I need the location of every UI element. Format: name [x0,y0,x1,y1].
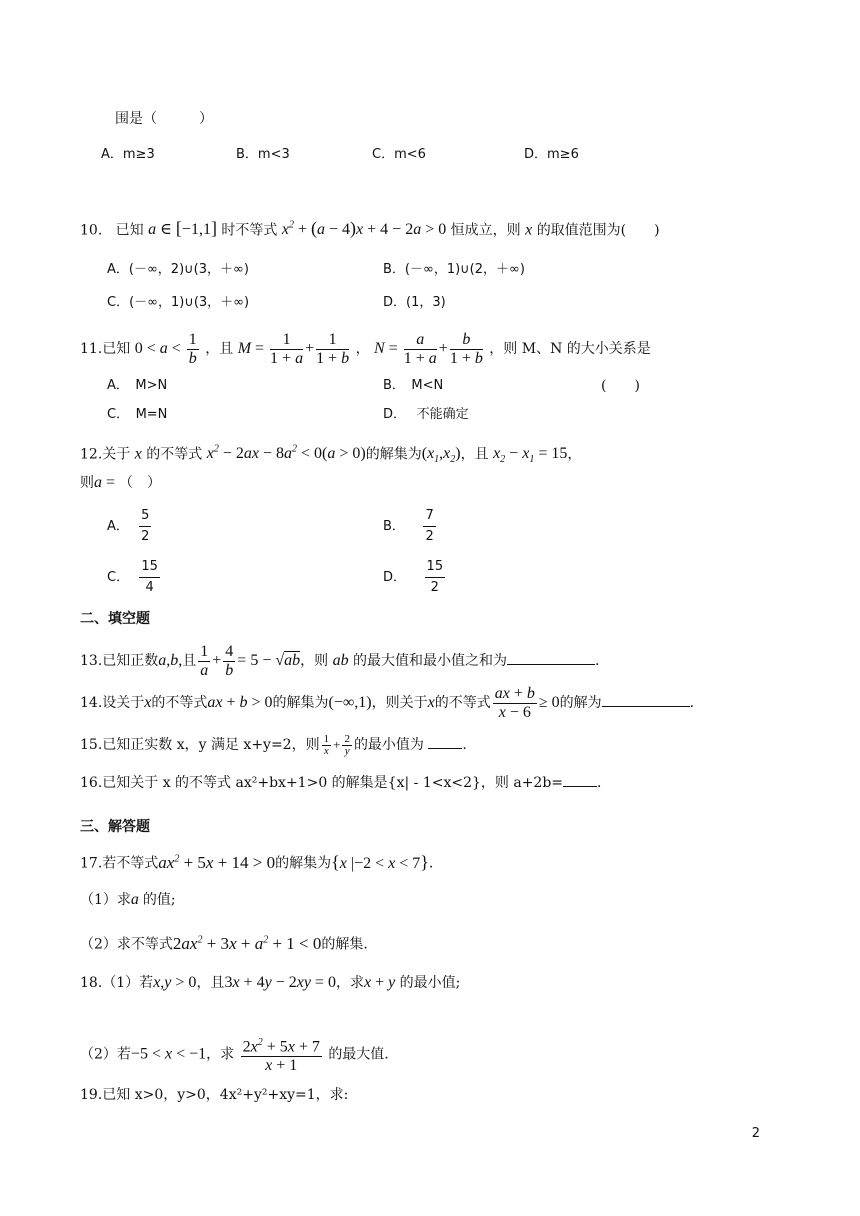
q17-formula-inequality: $ax^2 + 5x + 14 > 0$ [158,852,276,872]
q13-text-2: 且 [182,653,197,670]
q11-text-3: ， [355,341,370,358]
q12-stem: 12.关于 x 的不等式 $x^2 - 2ax - 8a^2 < 0(a > 0)$的解集为$(x_1,x_2)$，且 $x_2 - x_1 = 15$， [80,444,582,466]
q12-text-6: 则 [80,475,94,491]
section-fill-in-heading: 二、填空题 [80,611,150,627]
q13-formula: $\frac{1}{a}$ + $\frac{4}{b}$ = 5 − √ab [200,643,301,679]
q14-stem: 14.设关于x的不等式ax + b > 0的解集为(−∞,1)，则关于x的不等式 $\frac{ax + b}{x - 6}$ ≥ 0的解为 . [80,685,695,721]
q12-text-5: ， [567,446,582,463]
q12-option-b[interactable]: B． $\frac{7}{2}$ [383,508,434,544]
q15-formula: $\frac{1}{x}$ + $\frac{2}{y}$ [323,733,350,757]
q12-option-d[interactable]: D． $\frac{15}{2}$ [383,559,444,595]
q14-text-1: 设关于 [102,695,145,712]
q18-stem: 18.（1）若x,y > 0，且3x + 4y − 2xy = 0，求x + y 的最小值; [80,974,461,991]
q18-formula-fraction: $\frac{2x^2 + 5x + 7}{x + 1}$ [239,1045,324,1062]
q16-text-1: 已知关于 x 的不等式 ax²+bx+1>0 的解集是{x| - 1<x<2}，则 a+2b= [102,775,564,791]
q11-text-4: ，则 M、N 的大小关系是 [489,341,651,358]
q14-answer-blank[interactable] [602,692,690,707]
q19-stem [80,1085,348,1105]
q17-part-2: （2）求不等式$2ax^2 + 3x + a^2 + 1 < 0$的解集. [80,933,368,953]
q12-text-2: 的不等式 [146,446,203,463]
q14-text-6: 的解为 [559,695,602,712]
q13-answer-blank[interactable] [507,650,595,665]
q12-formula-interval: $(x_1,x_2)$ [421,445,461,466]
q9-option-a[interactable]: A．m≥3 [101,147,155,162]
q11-option-a[interactable]: A． M>N [107,378,168,393]
q12-text-3: 的解集为 [365,446,422,463]
q9-option-c[interactable]: C．m<6 [372,147,426,162]
q12-formula-diff: $x_2 - x_1 = 15$ [493,445,568,466]
q10-option-c[interactable]: C．(－∞，1)∪(3，＋∞) [107,295,250,310]
q19-text: 已知 x>0，y>0，4x²+y²+xy=1，求: [102,1087,349,1103]
q15-stem: 15.已知正实数 x，y 满足 x+y=2，则 $\frac{1}{x}$ + $\frac{2}{y}$ 的最小值为 . [80,733,467,757]
q13-number: 13. [80,653,103,670]
q13-text-3: ，则 [300,653,329,670]
q15-text-1: 已知正实数 x，y 满足 x+y=2，则 [102,737,320,754]
q13-text-4: 的最大值和最小值之和为 [353,653,508,670]
q10-text-1: 已知 [115,222,144,239]
q12-text-1: 关于 [102,446,131,463]
q15-answer-blank[interactable] [428,734,462,749]
q14-formula-2: $\frac{ax + b}{x - 6}$ ≥ 0 [494,685,560,721]
q9-option-b[interactable]: B．m<3 [236,147,290,162]
q10-text-2: 时不等式 [221,222,278,239]
q17-formula-2: $2ax^2 + 3x + a^2 + 1 < 0$ [172,933,322,953]
q12-text-7: （ ） [119,475,162,491]
q17-part-1: （1）求a 的值; [80,891,176,908]
q18-number: 18. [80,975,103,991]
q10-number: 10. [80,222,103,239]
q10-stem: 10. 已知 a ∈ [−1,1] 时不等式 $x^2 + (a - 4)x + 4 - 2a > 0$ 恒成立，则 x 的取值范围为( ) [80,218,660,239]
q12-option-a[interactable]: A． $\frac{5}{2}$ [107,508,150,544]
q10-text-4: 的取值范围为( ) [536,222,660,239]
q15-text-2: 的最小值为 [353,737,424,754]
q16-answer-blank[interactable] [563,772,597,787]
q11-formula-n: N = $\frac{a}{1 + a}$ + $\frac{b}{1 + b}$ [374,331,483,367]
q14-text-3: 的解集为 [272,695,329,712]
page-number: 2 [751,1126,760,1141]
q15-number: 15. [80,737,103,754]
q16-number: 16. [80,775,103,791]
q17-text-1: 若不等式 [102,855,159,872]
q11-option-b[interactable]: B． M<N [383,378,444,393]
q10-option-b[interactable]: B．(－∞，1)∪(2，＋∞) [383,262,525,277]
q18-formula-condition: 3x + 4y − 2xy = 0 [224,974,336,991]
q13-text-1: 已知正数 [102,653,159,670]
q12-text-4: ，且 [460,446,489,463]
q11-text-2: ，且 [205,341,234,358]
q11-formula-m: M = $\frac{1}{1 + a}$ + $\frac{1}{1 + b}$ [237,331,350,367]
q14-formula-interval: (−∞,1) [328,694,372,712]
q14-text-5: 的不等式 [434,695,491,712]
q18-part-2: （2）若−5 < x < −1，求 $\frac{2x^2 + 5x + 7}{x + 1}$ 的最大值. [80,1034,389,1075]
q11-formula-condition: 0 < a < $\frac{1}{b}$ [134,331,197,367]
q14-formula-1: ax + b > 0 [207,694,273,712]
q9-option-d[interactable]: D．m≥6 [524,147,579,162]
q10-formula-inequality: $x^2 + (a - 4)x + 4 - 2a > 0$ [281,218,447,239]
q17-number: 17. [80,855,103,872]
q11-answer-paren: ( ) [601,378,640,394]
q10-formula-a-range: a ∈ [−1,1] [148,218,217,239]
q10-text-3: 恒成立，则 [450,222,521,239]
section-answer-heading: 三、解答题 [80,819,150,835]
q16-stem: 16.已知关于 x 的不等式 ax²+bx+1>0 的解集是{x| - 1<x<2}，则 a+2b= . [80,772,602,793]
q14-number: 14. [80,695,103,712]
q17-text-2: 的解集为 [275,855,332,872]
q17-formula-set: {x |−2 < x < 7} [331,851,429,872]
q19-number: 19. [80,1087,103,1103]
q11-text-1: 已知 [102,341,131,358]
q11-option-d[interactable]: D． 不能确定 [383,407,469,422]
q10-option-a[interactable]: A．(－∞，2)∪(3，＋∞) [107,262,249,277]
q11-option-c[interactable]: C． M=N [107,407,168,422]
q9-stem-tail: 围是（ ） [115,111,213,127]
q14-text-4: ，则关于 [371,695,428,712]
q13-stem: 13.已知正数a,b,且 $\frac{1}{a}$ + $\frac{4}{b}$ = 5 − √ab，则 ab 的最大值和最小值之和为 . [80,643,600,679]
q12-option-c[interactable]: C． $\frac{15}{4}$ [107,559,158,595]
q10-option-d[interactable]: D．(1，3) [383,295,446,310]
q11-number: 11. [80,341,103,358]
q11-stem [80,331,651,368]
q12-stem-line2: 则a = （ ） [80,474,162,491]
q12-number: 12. [80,446,103,463]
q12-formula-inequality: $x^2 - 2ax - 8a^2 < 0(a > 0)$ [206,444,366,463]
q14-text-2: 的不等式 [151,695,208,712]
q17-stem: 17.若不等式$ax^2 + 5x + 14 > 0$的解集为{x |−2 < x < 7}. [80,851,434,872]
